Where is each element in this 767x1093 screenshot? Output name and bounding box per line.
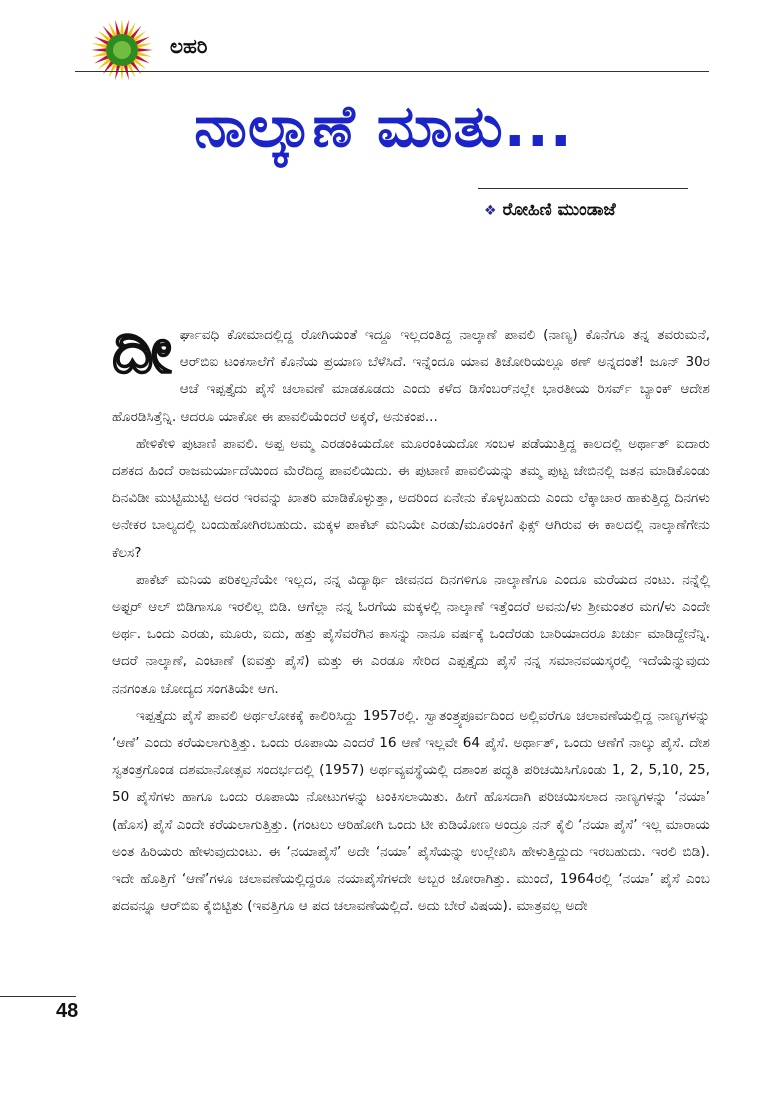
logo-highlight [113,41,131,59]
paragraph: ಇಪ್ಪತ್ತೈದು ಪೈಸೆ ಪಾವಲಿ ಅರ್ಥಲೋಕಕ್ಕೆ ಕಾಲಿರಿಸಿದ್ದು 1957ರಲ್ಲಿ. ಸ್ವಾತಂತ್ರ್ಯಪೂರ್ವದಿಂದ ಅಲ್ಲಿವರೆಗೂ ಚಲಾವಣೆಯಲ್ಲಿದ್ದ ನಾಣ್ಯಗಳನ್ನು ‘ಆಣೆ’ ಎಂದು ಕರೆಯಲಾಗುತ್ತಿತ್ತು. ಒಂದು ರೂಪಾಯಿ ಎಂದರೆ 16 ಆಣೆ ಇಲ್ಲವೇ 64 ಪೈಸೆ. ಅರ್ಥಾತ್, ಒಂದು ಆಣೆಗೆ ನಾಲ್ಕು ಪೈಸೆ. ದೇಶ ಸ್ವತಂತ್ರಗೊಂಡ ದಶಮಾನೋತ್ಸವ ಸಂದರ್ಭದಲ್ಲಿ (1957) ಅರ್ಥವ್ಯವಸ್ಥೆಯಲ್ಲಿ ದಶಾಂಶ ಪದ್ಧತಿ ಪರಿಚಯಿಸಿಗೊಂಡು 1, 2, 5,10, 25, 50 ಪೈಸೆಗಳು ಹಾಗೂ ಒಂದು ರೂಪಾಯಿ ನೋಟುಗಳನ್ನು ಟಂಕಿಸಲಾಯಿತು. ಹೀಗೆ ಹೊಸದಾಗಿ ಪರಿಚಯಿಸಲಾದ ನಾಣ್ಯಗಳನ್ನು ‘ನಯಾ’ (ಹೊಸ) ಪೈಸೆ ಎಂದೇ ಕರೆಯಲಾಗುತ್ತಿತ್ತು. (ಗಂಟಲು ಆರಿಹೋಗಿ ಒಂದು ಟೀ ಕುಡಿಯೋಣ ಅಂದ್ರೂ ನನ್ ಕೈಲಿ ‘ನಯಾ ಪೈಸೆ’ ಇಲ್ಲ ಮಾರಾಯ ಅಂತ ಹಿರಿಯರು ಹೇಳುವುದುಂಟು. ಈ ‘ನಯಾಪೈಸೆ’ ಅದೇ ‘ನಯಾ’ ಪೈಸೆಯನ್ನು ಉಲ್ಲೇಖಿಸಿ ಹೇಳುತ್ತಿದ್ದುದು ಇರಬಹುದು. ಇರಲಿ ಬಿಡಿ). ಇದೇ ಹೊತ್ತಿಗೆ ‘ಆಣೆ’ಗಳೂ ಚಲಾವಣೆಯಲ್ಲಿದ್ದರೂ ನಯಾಪೈಸೆಗಳದೇ ಅಬ್ಬರ ಜೋರಾಗಿತ್ತು. ಮುಂದೆ, 1964ರಲ್ಲಿ ‘ನಯಾ’ ಪೈಸೆ ಎಂಬ ಪದವನ್ನೂ ಆರ್‌ಬಿಐ ಕೈಬಿಟ್ಟಿತು (ಇವತ್ತಿಗೂ ಆ ಪದ ಚಲಾವಣೆಯಲ್ಲಿದೆ. ಅದು ಬೇರೆ ವಿಷಯ). ಮಾತ್ರವಲ್ಲ ಅದೇ [112,707,710,915]
article-title: ನಾಲ್ಕಾಣೆ ಮಾತು... [194,92,573,160]
logo-ray [137,43,152,48]
logo-ray [124,65,129,80]
logo-ray [138,48,153,52]
logo-ray [137,52,152,57]
author-divider [478,188,688,189]
header-divider [75,71,709,72]
logo-ray [92,43,107,48]
paragraph [112,314,710,431]
logo-ray [115,20,120,35]
paragraph: ಹೇಳಿಕೇಳಿ ಪುಟಾಣಿ ಪಾವಲಿ. ಅಪ್ಪ ಅಮ್ಮ ಎರಡಂಕಿಯದೋ ಮೂರಂಕಿಯದೋ ಸಂಬಳ ಪಡೆಯುತ್ತಿದ್ದ ಕಾಲದಲ್ಲಿ ಅರ್ಥಾತ್ ಐದಾರು ದಶಕದ ಹಿಂದೆ ರಾಜಮರ್ಯಾದೆಯಿಂದ ಮೆರೆದಿದ್ದ ಪಾವಲಿಯಿದು. ಈ ಪುಟಾಣಿ ಪಾವಲಿಯನ್ನು ತಮ್ಮ ಪುಟ್ಟ ಜೇಬಿನಲ್ಲಿ ಜತನ ಮಾಡಿಕೊಂಡು ದಿನವಿಡೀ ಮುಟ್ಟಿಮುಟ್ಟಿ ಅದರ ಇರವನ್ನು ಖಾತರಿ ಮಾಡಿಕೊಳ್ಳುತ್ತಾ, ಅದರಿಂದ ಏನೇನು ಕೊಳ್ಳಬಹುದು ಎಂದು ಲೆಕ್ಕಾಚಾರ ಹಾಕುತ್ತಿದ್ದ ದಿನಗಳು ಅನೇಕರ ಬಾಲ್ಯದಲ್ಲಿ ಬಂದುಹೋಗಿರಬಹುದು. ಮಕ್ಕಳ ಪಾಕೆಟ್ ಮನಿಯೇ ಎರಡು/ಮೂರಂಕಿಗೆ ಫಿಕ್ಸ್ ಆಗಿರುವ ಈ ಕಾಲದಲ್ಲಿ ನಾಲ್ಕಾಣೆಗೇನು ಕೆಲಸ? [112,435,710,561]
footer-divider [0,996,76,997]
paragraph-text: ರ್ಘಾವಧಿ ಕೋಮಾದಲ್ಲಿದ್ದ ರೋಗಿಯಂತೆ ಇದ್ದೂ ಇಲ್ಲದಂತಿದ್ದ ನಾಲ್ಕಾಣೆ ಪಾವಲಿ (ನಾಣ್ಯ) ಕೊನೆಗೂ ತನ್ನ ತವರುಮನೆ, ಆರ್‌ಬಿಐ ಟಂಕಸಾಲೆಗೆ ಕೊನೆಯ ಪ್ರಯಾಣ ಬೆಳೆಸಿದೆ. ಇನ್ನೆಂದೂ ಯಾವ ತಿಜೋರಿಯಲ್ಲೂ ಠಣ್ ಅನ್ನದಂತೆ! ಜೂನ್ 30ರ ಆಚೆ ಇಪ್ಪತ್ತೈದು ಪೈಸೆ ಚಲಾವಣೆ ಮಾಡಕೂಡದು ಎಂದು ಕಳೆದ ಡಿಸೆಂಬರ್‌ನಲ್ಲೇ ಭಾರತೀಯ ರಿಸರ್ವ್ ಬ್ಯಾಂಕ್ ಆದೇಶ ಹೊರಡಿಸಿತ್ತೆನ್ನಿ. ಆದರೂ ಯಾಕೋ ಈ ಪಾವಲಿಯೆಂದರೆ ಅಕ್ಕರೆ, ಅನುಕಂಪ... [112,327,710,425]
page-number: 48 [56,1000,79,1022]
logo-ray [92,52,107,57]
diamond-bullet-icon: ❖ [484,203,497,219]
logo-ray [115,65,120,80]
section-name: ಲಹರಿ [170,34,208,58]
paragraph: ಪಾಕೆಟ್ ಮನಿಯ ಪರಿಕಲ್ಪನೆಯೇ ಇಲ್ಲದ, ನನ್ನ ವಿದ್ಯಾರ್ಥಿ ಜೀವನದ ದಿನಗಳಿಗೂ ನಾಲ್ಕಾಣೆಗೂ ಎಂದೂ ಮರೆಯದ ನಂಟು. ನನ್ನೆಲ್ಲಿ ಅಫ್ಟರ್ ಆಲ್ ಬಿಡಿಗಾಸೂ ಇರಲಿಲ್ಲ ಬಿಡಿ. ಆಗೆಲ್ಲಾ ನನ್ನ ಓರಗೆಯ ಮಕ್ಕಳಲ್ಲಿ ನಾಲ್ಕಾಣೆ ಇತ್ತೆಂದರೆ ಅವನು/ಳು ಶ್ರೀಮಂತರ ಮಗ/ಳು ಎಂದೇ ಅರ್ಥ. ಒಂದು ಎರಡು, ಮೂರು, ಐದು, ಹತ್ತು ಪೈಸೆವರೆಗಿನ ಕಾಸನ್ನು ನಾನೂ ವರ್ಷಕ್ಕೆ ಒಂದೆರಡು ಬಾರಿಯಾದರೂ ಖರ್ಚು ಮಾಡಿದ್ದೇನೆನ್ನಿ. ಆದರೆ ನಾಲ್ಕಾಣೆ, ಎಂಟಾಣೆ (ಐವತ್ತು ಪೈಸೆ) ಮತ್ತು ಈ ಎರಡೂ ಸೇರಿದ ಎಪ್ಪತ್ತೈದು ಪೈಸೆ ನನ್ನ ಸಮಾನವಯಸ್ಕರಲ್ಲಿ ಇದೆಯೆನ್ನುವುದು ನನಗಂತೂ ಚೋದ್ಯದ ಸಂಗತಿಯೇ ಆಗ. [112,571,710,697]
article-body [112,314,710,920]
logo-ray [124,20,129,35]
logo-ray [120,66,124,81]
author-byline [484,200,616,220]
author-name: ರೋಹಿಣಿ ಮುಂಡಾಜೆ [502,200,616,220]
logo-ray [120,19,124,34]
logo-ray [91,48,106,52]
sunburst-logo-icon [88,18,156,82]
drop-cap: ದೀ [112,314,172,388]
